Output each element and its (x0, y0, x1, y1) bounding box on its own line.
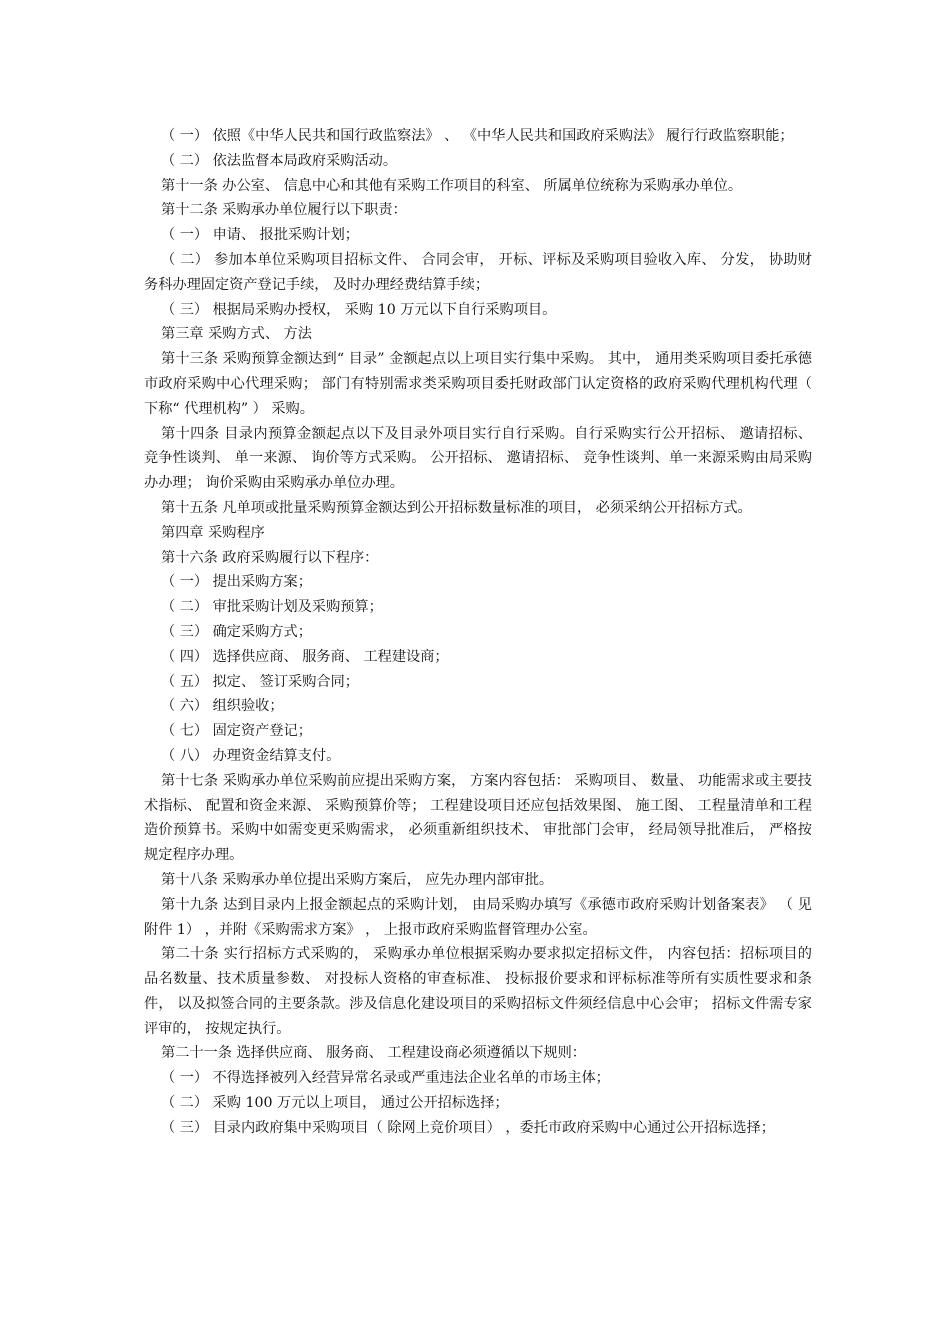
list-item: （ 二） 采购 100 万元以上项目， 通过公开招标选择； (161, 1095, 509, 1112)
list-item: （ 三） 目录内政府集中采购项目（ 除网上竞价项目） ，委托市政府采购中心通过公开招标选择； (161, 1119, 775, 1136)
article-18: 第十八条 采购承办单位提出采购方案后， 应先办理内部审批。 (161, 871, 554, 888)
list-item: （ 一） 提出采购方案； (161, 574, 312, 591)
chapter-4-heading: 第四章 采购程序 (161, 524, 265, 541)
list-item: （ 一） 申请、 报批采购计划； (161, 227, 359, 244)
article-19: 第十九条 达到目录内上报金额起点的采购计划， 由局采购办填写《承德市政府采购计划备案表》 （ 见附件 1） ，并附《采购需求方案》 ， 上报市政府采购监督管理办公室。 (144, 896, 812, 938)
list-item: （ 四） 选择供应商、 服务商、 工程建设商； (161, 648, 449, 665)
document-body (144, 124, 817, 1141)
list-item: （ 二） 审批采购计划及采购预算； (161, 599, 383, 616)
list-item: （ 五） 拟定、 签订采购合同； (161, 673, 359, 690)
article-16: 第十六条 政府采购履行以下程序： (161, 549, 379, 566)
chapter-3-heading: 第三章 采购方式、 方法 (161, 326, 312, 343)
article-17: 第十七条 采购承办单位采购前应提出采购方案， 方案内容包括： 采购项目、 数量、 功能需求或主要技术指标、 配置和资金来源、 采购预算价等； 工程建设项目还应包括效果图、 施工图、 工程量清单和工程造价预算书。采购中如需变更采购需求， 必须重新组织技术、 审批部门会审， 经局领导批准后， 严格按规定程序办理。 (144, 772, 812, 864)
list-item: （ 七） 固定资产登记； (161, 723, 312, 740)
article-14: 第十四条 目录内预算金额起点以下及目录外项目实行自行采购。自行采购实行公开招标、 邀请招标、 竞争性谈判、 单一来源、 询价等方式采购。 公开招标、 邀请招标、 竞争性谈判、单一来源采购由局采购办办理； 询价采购由采购承办单位办理。 (144, 425, 817, 492)
list-item: （ 三） 根据局采购办授权， 采购 10 万元以下自行采购项目。 (161, 301, 557, 318)
paragraph-1: （ 一） 依照《中华人民共和国行政监察法》 、 《中华人民共和国政府采购法》 履行行政监察职能； (161, 128, 794, 144)
article-20: 第二十条 实行招标方式采购的， 采购承办单位根据采购办要求拟定招标文件， 内容包括：招标项目的品名数量、技术质量参数、 对投标人资格的审查标准、 投标报价要求和评标标准等所有实质性要求和条件， 以及拟签合同的主要条款。涉及信息化建设项目的采购招标文件须经信息中心会审； 招标文件需专家评审的， 按规定执行。 (144, 946, 812, 1037)
article-15: 第十五条 凡单项或批量采购预算金额达到公开招标数量标准的项目， 必须采纳公开招标方式。 (161, 499, 752, 516)
list-item: （ 八） 办理资金结算支付。 (161, 747, 341, 764)
article-11: 第十一条 办公室、 信息中心和其他有采购工作项目的科室、 所属单位统称为采购承办单位。 (161, 177, 743, 194)
article-21: 第二十一条 选择供应商、 服务商、 工程建设商必须遵循以下规则： (161, 1045, 586, 1062)
list-item: （ 六） 组织验收； (161, 698, 284, 715)
article-12: 第十二条 采购承办单位履行以下职责： (161, 202, 407, 219)
paragraph-2: （ 二） 依法监督本局政府采购活动。 (161, 152, 398, 169)
list-item: （ 二） 参加本单位采购项目招标文件、 合同会审， 开标、评标及采购项目验收入库、 分发， 协助财务科办理固定资产登记手续， 及时办理经费结算手续； (144, 251, 812, 293)
list-item: （ 一） 不得选择被列入经营异常名录或严重违法企业名单的市场主体； (161, 1070, 610, 1087)
article-13: 第十三条 采购预算金额达到“ 目录” 金额起点以上项目实行集中采购。 其中， 通用类采购项目委托承德市政府采购中心代理采购； 部门有特别需求类采购项目委托财政部门认定资格的政府采购代理机构代理（ 下称“ 代理机构” ） 采购。 (144, 351, 817, 417)
list-item: （ 三） 确定采购方式； (161, 623, 312, 640)
